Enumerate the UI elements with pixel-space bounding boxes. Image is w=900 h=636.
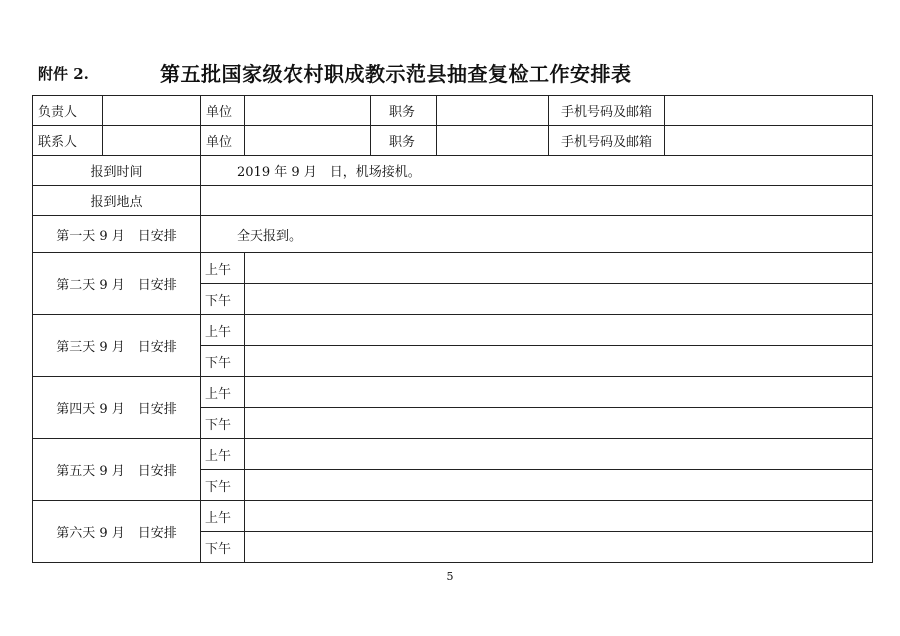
day-label: 第六天 9 月 日安排 (33, 501, 201, 563)
morning-field[interactable] (245, 315, 873, 346)
day1-label: 第一天 9 月 日安排 (33, 216, 201, 253)
unit-field[interactable] (245, 96, 371, 126)
schedule-table (32, 95, 873, 563)
phone-email-label: 手机号码及邮箱 (549, 96, 665, 126)
day-label: 第四天 9 月 日安排 (33, 377, 201, 439)
day-label: 第二天 9 月 日安排 (33, 253, 201, 315)
afternoon-label: 下午 (201, 284, 245, 315)
day4-am-row (33, 377, 873, 408)
day-label: 第三天 9 月 日安排 (33, 315, 201, 377)
morning-field[interactable] (245, 253, 873, 284)
name-field[interactable] (103, 126, 201, 156)
phone-email-field[interactable] (665, 96, 873, 126)
afternoon-field[interactable] (245, 284, 873, 315)
morning-label: 上午 (201, 501, 245, 532)
phone-email-field[interactable] (665, 126, 873, 156)
morning-label: 上午 (201, 439, 245, 470)
post-field[interactable] (437, 126, 549, 156)
afternoon-field[interactable] (245, 346, 873, 377)
day3-am-row (33, 315, 873, 346)
post-field[interactable] (437, 96, 549, 126)
afternoon-field[interactable] (245, 408, 873, 439)
morning-label: 上午 (201, 377, 245, 408)
report-place-row (33, 186, 873, 216)
name-field[interactable] (103, 96, 201, 126)
unit-label: 单位 (201, 96, 245, 126)
role-label: 负责人 (33, 96, 103, 126)
afternoon-label: 下午 (201, 470, 245, 501)
morning-field[interactable] (245, 501, 873, 532)
unit-field[interactable] (245, 126, 371, 156)
day5-am-row (33, 439, 873, 470)
report-time-value[interactable]: 2019 年 9 月 日，机场接机。 (201, 156, 873, 186)
attachment-label: 附件 2. (38, 65, 89, 83)
post-label: 职务 (371, 96, 437, 126)
contact-row-liaison (33, 126, 873, 156)
day2-am-row (33, 253, 873, 284)
afternoon-label: 下午 (201, 346, 245, 377)
morning-label: 上午 (201, 253, 245, 284)
day6-am-row (33, 501, 873, 532)
day-label: 第五天 9 月 日安排 (33, 439, 201, 501)
afternoon-field[interactable] (245, 532, 873, 563)
report-time-label: 报到时间 (33, 156, 201, 186)
morning-field[interactable] (245, 439, 873, 470)
afternoon-field[interactable] (245, 470, 873, 501)
unit-label: 单位 (201, 126, 245, 156)
afternoon-label: 下午 (201, 532, 245, 563)
day1-value[interactable]: 全天报到。 (201, 216, 873, 253)
morning-field[interactable] (245, 377, 873, 408)
afternoon-label: 下午 (201, 408, 245, 439)
report-place-value[interactable] (201, 186, 873, 216)
day1-row (33, 216, 873, 253)
phone-email-label: 手机号码及邮箱 (549, 126, 665, 156)
page-title: 第五批国家级农村职成教示范县抽查复检工作安排表 (160, 62, 632, 86)
page-number: 5 (446, 570, 454, 583)
post-label: 职务 (371, 126, 437, 156)
role-label: 联系人 (33, 126, 103, 156)
report-place-label: 报到地点 (33, 186, 201, 216)
contact-row-responsible (33, 96, 873, 126)
morning-label: 上午 (201, 315, 245, 346)
report-time-row (33, 156, 873, 186)
